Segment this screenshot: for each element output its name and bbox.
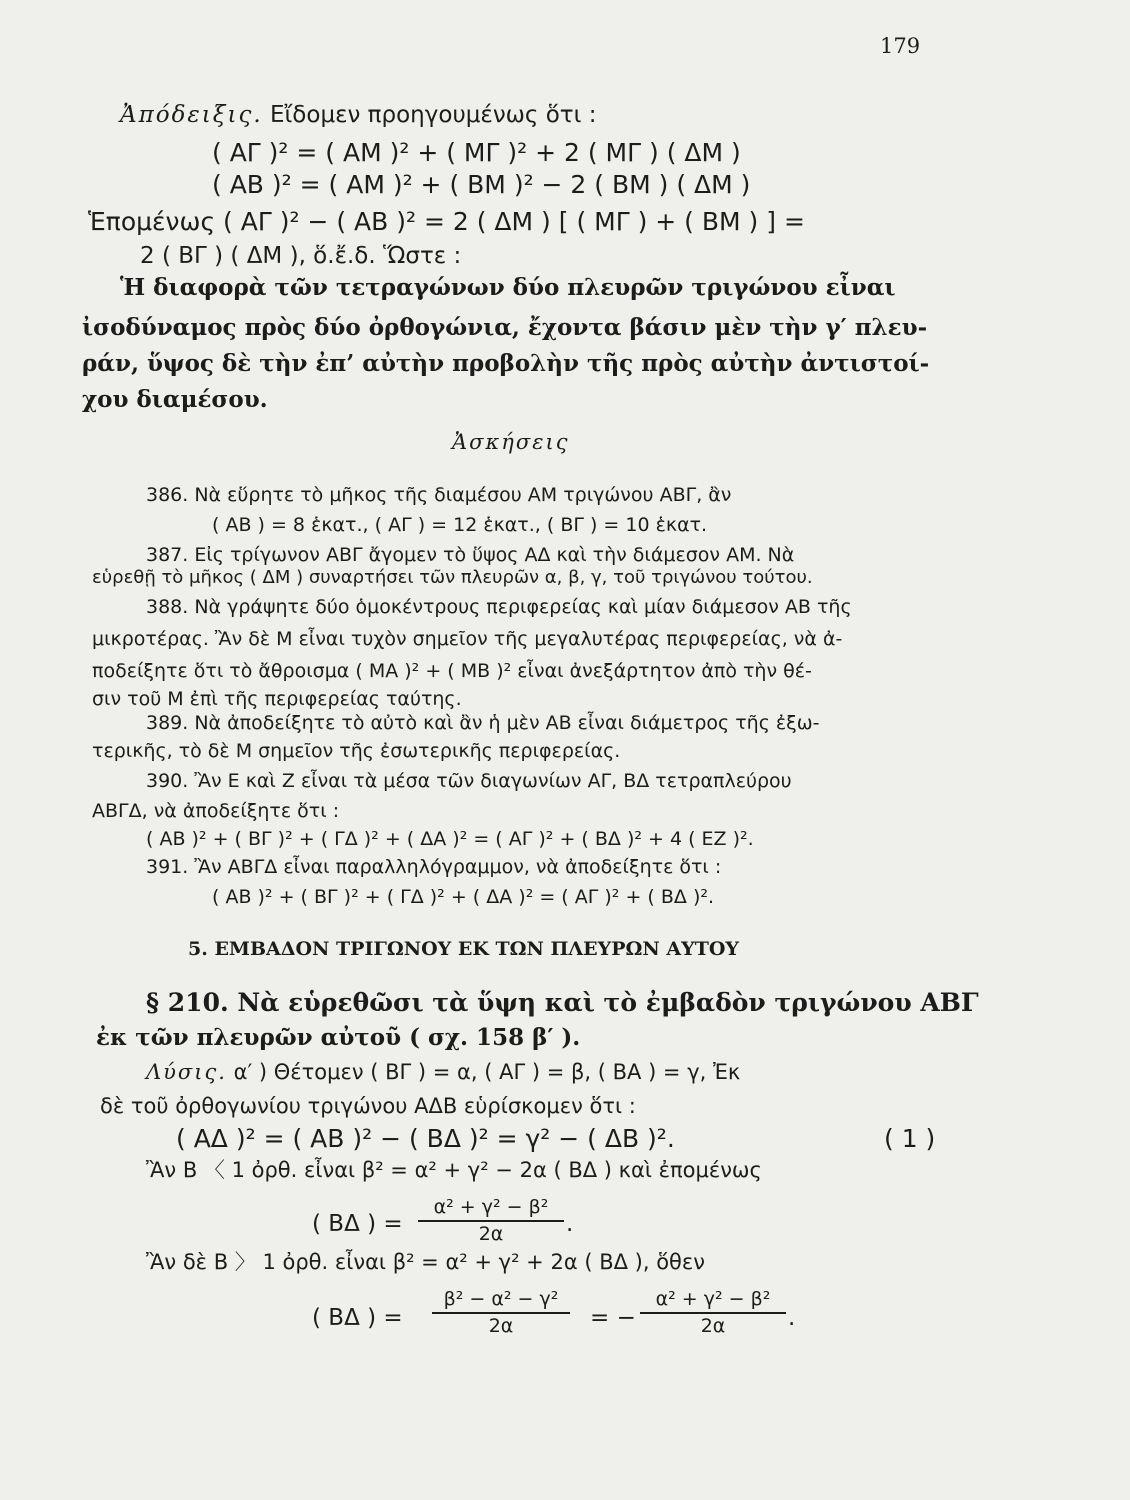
proof-intro: Εἴδομεν προηγουμένως ὅτι : — [269, 102, 597, 128]
exercise-388-line-2: μικροτέρας. Ἂν δὲ Μ εἶναι τυχὸν σημεῖον τῆς μεγαλυτέρας περιφερείας, νὰ ἀ- — [92, 628, 843, 650]
exercise-386-line-2: ( ΑΒ ) = 8 ἑκατ., ( ΑΓ ) = 12 ἑκατ., ( ΒΓ ) = 10 ἑκατ. — [212, 514, 708, 536]
exercise-388-line-1: 388. Νὰ γράψητε δύο ὁμοκέντρους περιφερείας καὶ μίαν διάμεσον ΑΒ τῆς — [146, 596, 852, 618]
fraction-2-denominator: 2α — [488, 1315, 514, 1337]
fraction-1-end: . — [566, 1211, 574, 1237]
proof-intro-line — [120, 104, 597, 127]
fraction-3 — [640, 1290, 786, 1336]
exercise-390-line-1: 390. Ἂν Ε καὶ Ζ εἶναι τὰ μέσα τῶν διαγωνίων ΑΓ, ΒΔ τετραπλεύρου — [146, 770, 792, 792]
exercise-386-line-1: 386. Νὰ εὕρητε τὸ μῆκος τῆς διαμέσου ΑΜ τριγώνου ΑΒΓ, ἂν — [146, 484, 732, 506]
equation-number-1: ( 1 ) — [884, 1124, 936, 1153]
proof-equation-2: ( ΑΒ )² = ( ΑΜ )² + ( ΒΜ )² − 2 ( ΒΜ ) ( ΔΜ ) — [212, 170, 751, 199]
fraction-2-minus: = − — [590, 1305, 636, 1331]
fraction-1-denominator: 2α — [478, 1223, 504, 1245]
section-paragraph-line-1: § 210. Νὰ εὑρεθῶσι τὰ ὕψη καὶ τὸ ἐμβαδὸν τριγώνου ΑΒΓ — [146, 988, 979, 1017]
exercises-heading: Ἀσκήσεις — [452, 430, 570, 454]
exercise-389-line-1: 389. Νὰ ἀποδείξητε τὸ αὐτὸ καὶ ἂν ἡ μὲν ΑΒ εἶναι διάμετρος τῆς ἐξω- — [146, 712, 820, 734]
exercise-387-line-1: 387. Εἰς τρίγωνον ΑΒΓ ἄγομεν τὸ ὕψος ΑΔ καὶ τὴν διάμεσον ΑΜ. Νὰ — [146, 544, 795, 566]
fraction-2-numerator: β² − α² − γ² — [443, 1288, 559, 1310]
theorem-line-1: Ἡ διαφορὰ τῶν τετραγώνων δύο πλευρῶν τριγώνου εἶναι — [120, 274, 896, 301]
fraction-2 — [432, 1290, 570, 1336]
proof-label: Ἀπόδειξις. — [120, 102, 263, 128]
proof-equation-3: Ἑπομένως ( ΑΓ )² − ( ΑΒ )² = 2 ( ΔΜ ) [ ( ΜΓ ) + ( ΒΜ ) ] = — [88, 207, 805, 236]
exercise-390-equation: ( ΑΒ )² + ( ΒΓ )² + ( ΓΔ )² + ( ΔΑ )² = ( ΑΓ )² + ( ΒΔ )² + 4 ( ΕΖ )². — [146, 828, 754, 850]
theorem-line-3: ράν, ὕψος δὲ τὴν ἐπ’ αὐτὴν προβολὴν τῆς πρὸς αὐτὴν ἀντιστοί- — [82, 350, 930, 377]
exercise-388-line-4: σιν τοῦ Μ ἐπὶ τῆς περιφερείας ταύτης. — [92, 688, 462, 710]
exercise-387-line-2: εὑρεθῇ τὸ μῆκος ( ΔΜ ) συναρτήσει τῶν πλευρῶν α, β, γ, τοῦ τριγώνου τούτου. — [92, 567, 813, 588]
solution-line-1 — [146, 1062, 740, 1083]
theorem-line-2: ἰσοδύναμος πρὸς δύο ὀρθογώνια, ἔχοντα βάσιν μὲν τὴν γ′ πλευ- — [82, 314, 928, 341]
exercise-391-equation: ( ΑΒ )² + ( ΒΓ )² + ( ΓΔ )² + ( ΔΑ )² = ( ΑΓ )² + ( ΒΔ )². — [212, 886, 715, 908]
fraction-1-lhs: ( ΒΔ ) = — [312, 1211, 403, 1237]
solution-equation-1: ( ΑΔ )² = ( ΑΒ )² − ( ΒΔ )² = γ² − ( ΔΒ )². — [176, 1124, 675, 1153]
exercise-390-line-2: ΑΒΓΔ, νὰ ἀποδείξητε ὅτι : — [92, 800, 340, 822]
theorem-line-4: χου διαμέσου. — [82, 386, 268, 413]
exercise-388-line-3: ποδείξητε ὅτι τὸ ἄθροισμα ( ΜΑ )² + ( ΜΒ )² εἶναι ἀνεξάρτητον ἀπὸ τὴν θέ- — [92, 660, 812, 682]
fraction-3-denominator: 2α — [700, 1315, 726, 1337]
fraction-3-end: . — [788, 1305, 796, 1331]
fraction-1 — [418, 1198, 564, 1244]
fraction-3-numerator: α² + γ² − β² — [655, 1288, 771, 1310]
exercise-391-line-1: 391. Ἂν ΑΒΓΔ εἶναι παραλληλόγραμμον, νὰ ἀποδείξητε ὅτι : — [146, 856, 722, 878]
solution-line-4: Ἂν δὲ Β 〉 1 ὀρθ. εἶναι β² = α² + γ² + 2α ( ΒΔ ), ὅθεν — [146, 1250, 705, 1274]
solution-line-3: Ἂν Β 〈 1 ὀρθ. εἶναι β² = α² + γ² − 2α ( ΒΔ ) καὶ ἐπομένως — [146, 1158, 762, 1182]
proof-equation-1: ( ΑΓ )² = ( ΑΜ )² + ( ΜΓ )² + 2 ( ΜΓ ) ( ΔΜ ) — [212, 138, 741, 167]
page-number: 179 — [880, 34, 921, 58]
fraction-2-lhs: ( ΒΔ ) = — [312, 1305, 403, 1331]
solution-label: Λύσις. — [146, 1060, 227, 1084]
exercise-389-line-2: τερικῆς, τὸ δὲ Μ σημεῖον τῆς ἐσωτερικῆς περιφερείας. — [92, 740, 621, 762]
proof-equation-4: 2 ( ΒΓ ) ( ΔΜ ), ὅ.ἔ.δ. Ὥστε : — [140, 243, 462, 269]
solution-line-1-text: α′ ) Θέτομεν ( ΒΓ ) = α, ( ΑΓ ) = β, ( ΒΑ ) = γ, Ἐκ — [233, 1060, 741, 1084]
fraction-1-numerator: α² + γ² − β² — [433, 1196, 549, 1218]
section-paragraph-line-2: ἐκ τῶν πλευρῶν αὐτοῦ ( σχ. 158 β′ ). — [96, 1024, 581, 1051]
section-title: 5. ΕΜΒΑΔΟΝ ΤΡΙΓΩΝΟΥ ΕΚ ΤΩΝ ΠΛΕΥΡΩΝ ΑΥΤΟΥ — [188, 938, 739, 960]
solution-line-2: δὲ τοῦ ὀρθογωνίου τριγώνου ΑΔΒ εὑρίσκομεν ὅτι : — [100, 1094, 636, 1118]
